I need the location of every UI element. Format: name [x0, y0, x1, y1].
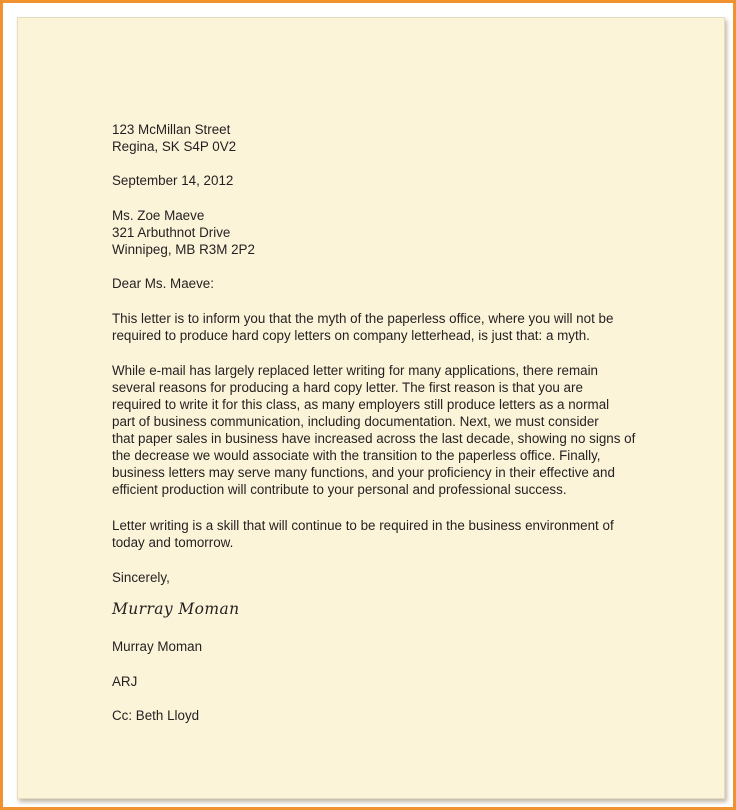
signer-name: Murray Moman [112, 639, 203, 654]
letter-page [17, 17, 725, 799]
paragraph-1 [112, 310, 613, 344]
paragraph-line: that paper sales in business have increased across the last decade, showing no signs of [112, 431, 636, 446]
salutation: Dear Ms. Maeve: [112, 276, 214, 291]
closing: Sincerely, [112, 570, 170, 585]
paragraph-line: the decrease we would associate with the transition to the paperless office. Finally, [112, 448, 601, 463]
paragraph-line: This letter is to inform you that the myth of the paperless office, where you will not be [112, 311, 614, 326]
paragraph-line: required to produce hard copy letters on company letterhead, is just that: a myth. [112, 328, 590, 343]
sender-address-line: 123 McMillan Street [112, 122, 231, 137]
carbon-copy: Cc: Beth Lloyd [112, 708, 200, 723]
letter-date: September 14, 2012 [112, 173, 234, 188]
paragraph-line: Letter writing is a skill that will continue to be required in the business environment of [112, 518, 614, 533]
paragraph-3 [112, 517, 614, 551]
handwritten-signature: Murray Moman [112, 600, 240, 618]
sender-address-line: Regina, SK S4P 0V2 [112, 139, 237, 154]
paragraph-line: business letters may serve many functions, and your proficiency in their effective and [112, 465, 615, 480]
recipient-address-line: Winnipeg, MB R3M 2P2 [112, 242, 255, 257]
sender-address [112, 121, 236, 155]
typist-initials: ARJ [112, 674, 138, 689]
paragraph-2 [112, 362, 635, 498]
paragraph-line: efficient production will contribute to your personal and professional success. [112, 482, 567, 497]
paragraph-line: While e-mail has largely replaced letter writing for many applications, there remain [112, 363, 598, 378]
paragraph-line: today and tomorrow. [112, 535, 234, 550]
recipient-address-line: Ms. Zoe Maeve [112, 208, 205, 223]
paragraph-line: several reasons for producing a hard copy letter. The first reason is that you are [112, 380, 583, 395]
paragraph-line: required to write it for this class, as many employers still produce letters as a normal [112, 397, 610, 412]
recipient-address-line: 321 Arbuthnot Drive [112, 225, 231, 240]
recipient-address [112, 207, 255, 258]
paragraph-line: part of business communication, including documentation. Next, we must consider [112, 414, 599, 429]
